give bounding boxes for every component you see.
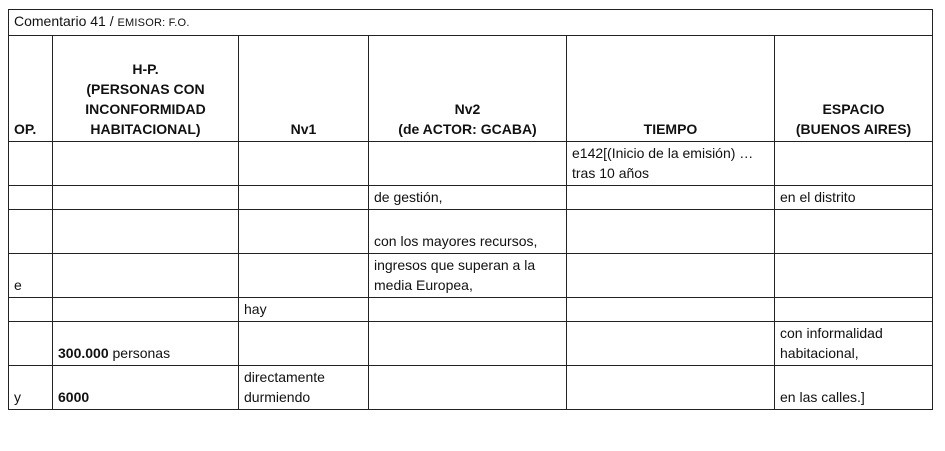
cell-hp — [53, 366, 239, 410]
cell-espacio — [775, 254, 933, 298]
cell-tiempo — [567, 298, 775, 322]
table-row — [9, 142, 933, 186]
cell-op — [9, 186, 53, 210]
cell-op — [9, 298, 53, 322]
cell-nv1 — [239, 210, 369, 254]
header-hp — [53, 36, 239, 142]
cell-hp — [53, 142, 239, 186]
table-title — [9, 10, 933, 36]
header-hp-line: INCONFORMIDAD — [85, 101, 206, 117]
table-row — [9, 298, 933, 322]
cell-op: e — [9, 254, 53, 298]
cell-nv1: hay — [239, 298, 369, 322]
cell-tiempo: e142[(Inicio de la emisión) …tras 10 años — [567, 142, 775, 186]
cell-hp-rest: personas — [108, 345, 171, 361]
cell-tiempo — [567, 254, 775, 298]
table-row — [9, 186, 933, 210]
cell-espacio — [775, 142, 933, 186]
cell-nv1: directamente durmiendo — [239, 366, 369, 410]
cell-op — [9, 142, 53, 186]
table-row — [9, 254, 933, 298]
cell-tiempo — [567, 366, 775, 410]
cell-hp — [53, 186, 239, 210]
cell-hp — [53, 298, 239, 322]
header-hp-line: HABITACIONAL) — [90, 121, 201, 137]
cell-op: y — [9, 366, 53, 410]
cell-tiempo — [567, 186, 775, 210]
header-espacio-line1: ESPACIO — [822, 101, 885, 117]
header-row — [9, 36, 933, 142]
cell-nv2: de gestión, — [369, 186, 567, 210]
header-nv2-line2: (de ACTOR: GCABA) — [398, 121, 537, 137]
table-row — [9, 210, 933, 254]
title-emisor: EMISOR: F.O. — [117, 17, 190, 29]
cell-nv1 — [239, 186, 369, 210]
table-row — [9, 322, 933, 366]
cell-hp-bold: 6000 — [58, 389, 90, 405]
cell-nv1 — [239, 322, 369, 366]
cell-espacio — [775, 298, 933, 322]
table-row — [9, 366, 933, 410]
header-nv2 — [369, 36, 567, 142]
cell-hp-bold: 300.000 — [58, 345, 109, 361]
header-nv2-line1: Nv2 — [454, 101, 481, 117]
header-hp-line: (PERSONAS CON — [86, 81, 205, 97]
cell-espacio: con informalidad habitacional, — [775, 322, 933, 366]
cell-nv1 — [239, 142, 369, 186]
cell-nv2 — [369, 322, 567, 366]
cell-nv2 — [369, 366, 567, 410]
header-tiempo: TIEMPO — [567, 36, 775, 142]
cell-nv2 — [369, 142, 567, 186]
cell-nv2 — [369, 298, 567, 322]
cell-hp — [53, 210, 239, 254]
cell-tiempo — [567, 210, 775, 254]
cell-nv2: con los mayores recursos, — [369, 210, 567, 254]
header-nv1: Nv1 — [239, 36, 369, 142]
cell-hp — [53, 322, 239, 366]
comment-table-sheet — [8, 9, 933, 410]
cell-espacio: en el distrito — [775, 186, 933, 210]
header-espacio — [775, 36, 933, 142]
cell-espacio: en las calles.] — [775, 366, 933, 410]
comment-table — [8, 9, 933, 410]
cell-tiempo — [567, 322, 775, 366]
cell-nv2: ingresos que superan a la media Europea, — [369, 254, 567, 298]
header-hp-line: H-P. — [132, 61, 159, 77]
header-op: OP. — [9, 36, 53, 142]
header-espacio-line2: (BUENOS AIRES) — [795, 121, 912, 137]
cell-nv1 — [239, 254, 369, 298]
title-main: Comentario 41 / — [14, 13, 118, 29]
cell-hp — [53, 254, 239, 298]
cell-op — [9, 322, 53, 366]
cell-espacio — [775, 210, 933, 254]
cell-op — [9, 210, 53, 254]
title-row — [9, 10, 933, 36]
